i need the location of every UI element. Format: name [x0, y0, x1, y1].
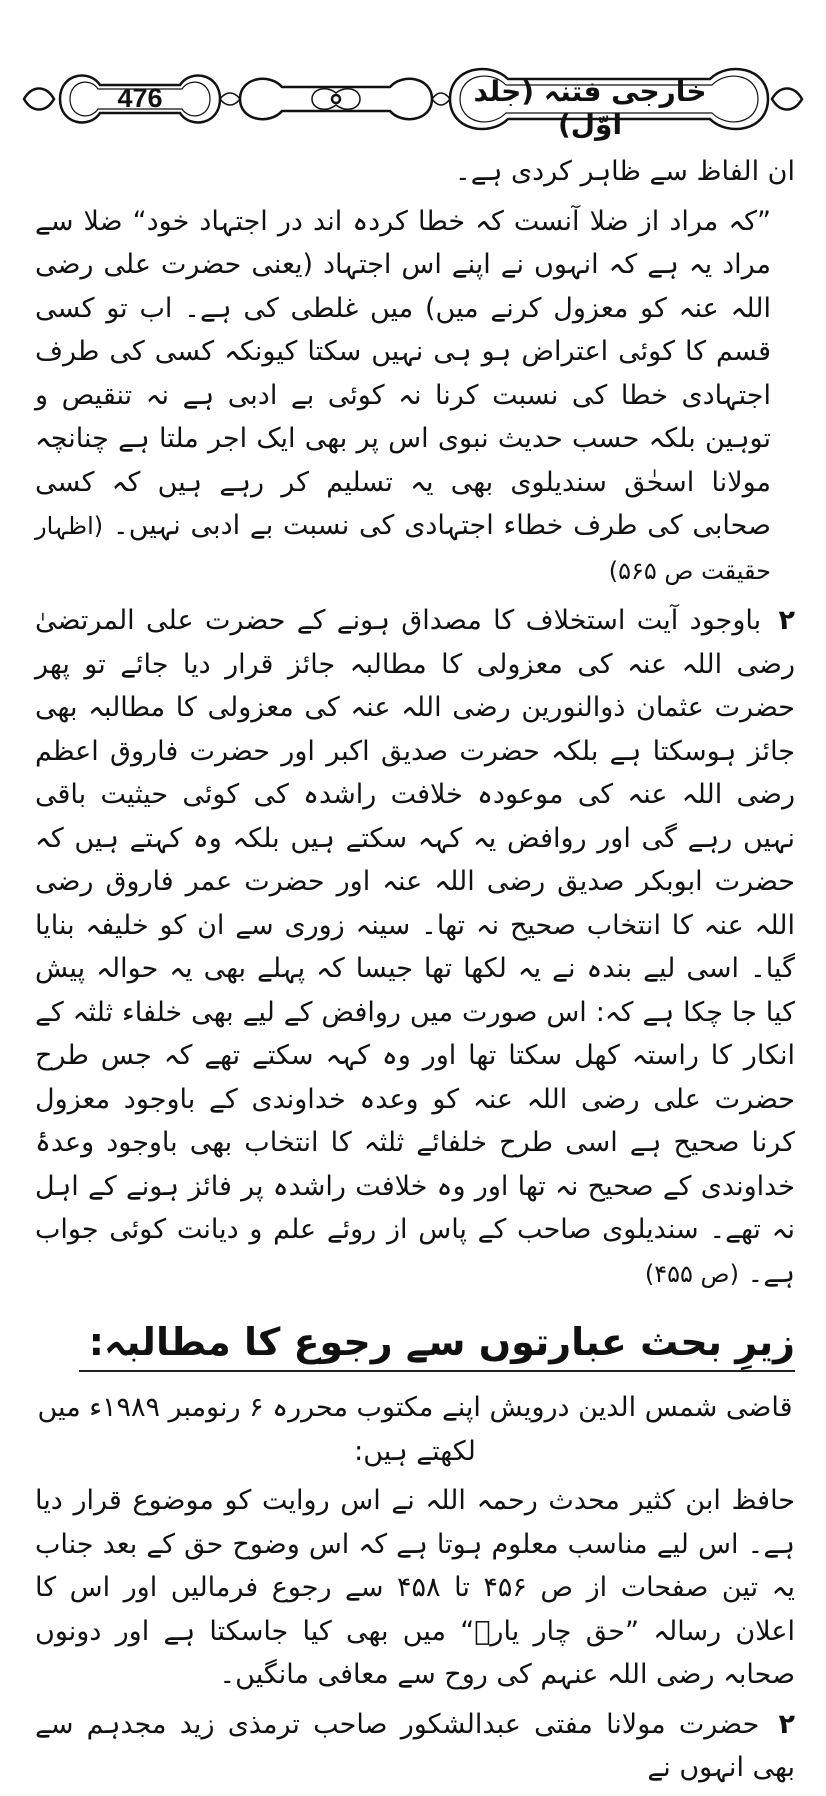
point-2-text: باوجود آیت استخلاف کا مصداق ہونے کے حضرت علی المرتضیٰ رضی اللہ عنہ کی معزولی کا مطالبہ جائز قرار دیا جائے تو پھر حضرت عثمان ذوالنورین رضی اللہ عنہ کی معزولی کا مطالبہ بھی جائز ہوسکتا ہے بلکہ حضرت صدیق اکبر اور حضرت فاروق اعظم رضی اللہ عنہ کی موعودہ خلافت راشدہ کی کوئی حیثیت باقی نہیں رہے گی اور روافض یہ کہہ سکتے ہیں بلکہ وہ کہتے ہیں کہ حضرت ابوبکر صدیق رضی اللہ عنہ اور حضرت عمر فاروق رضی اللہ عنہ کا انتخاب صحیح نہ تھا۔ سینہ زوری سے ان کو خلیفہ بنایا گیا۔ اسی لیے بندہ نے یہ لکھا تھا جیسا کہ پہلے بھی یہ حوالہ پیش کیا جا چکا ہے کہ: اس صورت میں روافض کے لیے بھی خلفاء ثلثہ کے انکار کا راستہ کھل سکتا تھا اور وہ کہہ سکتے تھے کہ جس طرح حضرت علی رضی اللہ عنہ کو وعدہ خداوندی کے باوجود معزول کرنا صحیح ہے اسی طرح خلفائے ثلثہ کا انتخاب بھی باوجود وعدۂ خداوندی کے صحیح نہ تھا اور وہ خلافت راشدہ پر فائز ہونے کے اہل نہ تھے۔ سندیلوی صاحب کے پاس از روئے علم و دیانت کوئی جواب ہے۔: [35, 605, 795, 1289]
quote-text: ”کہ مراد از ضلا آنست کہ خطا کردہ اند در اجتہاد خود“ ضلا سے مراد یہ ہے کہ انہوں نے اپنے اس اجتہاد (یعنی حضرت علی رضی اللہ عنہ کو معزول کرنے میں) میں غلطی کی ہے۔ اب تو کسی قسم کا کوئی اعتراض ہو ہی نہیں سکتا کیونکہ کسی کی طرف اجتہادی خطا کی نسبت کرنا نہ کوئی بے ادبی ہے نہ تنقیص و توہین بلکہ حسب حدیث نبوی اس پر بھی ایک اجر ملتا ہے چنانچہ مولانا اسحٰق سندیلوی بھی یہ تسلیم کر رہے ہیں کہ کسی صحابی کی طرف خطاء اجتہادی کی نسبت بے ادبی نہیں۔: [35, 205, 771, 541]
point-2-citation: (ص ۴۵۵): [644, 1259, 739, 1288]
letter-body: حافظ ابن کثیر محدث رحمہ اللہ نے اس روایت کو موضوع قرار دیا ہے۔ اس لیے مناسب معلوم ہوتا ہے کہ اس وضوح حق کے بعد جناب یہ تین صفحات از ص ۴۵۶ تا ۴۵۸ سے رجوع فرمالیں اور اس کا اعلان رسالہ ”حق چار یارؓ“ میں بھی کیا جاسکتا ہے اور دونوں صحابہ رضی اللہ عنہم کی روح سے معافی مانگیں۔: [35, 1485, 795, 1690]
point-2-paragraph: [35, 599, 795, 1296]
section-heading: زیرِ بحث عبارتوں سے رجوع کا مطالبہ:: [79, 1314, 795, 1372]
page-header: [20, 55, 806, 143]
quote-citation: (اظہار حقیقت ص ۵۶۵): [35, 512, 771, 585]
quoted-passage: [35, 200, 795, 594]
letter-intro: قاضی شمس الدین درویش اپنے مکتوب محررہ ۶ رنومبر ۱۹۸۹ء میں لکھتے ہیں:: [37, 1392, 793, 1467]
page-body: [35, 150, 795, 1796]
point-2b-paragraph: [35, 1703, 795, 1790]
point-2b-text: حضرت مولانا مفتی عبدالشکور صاحب ترمذی زید مجدہم سے بھی انہوں نے: [35, 1708, 795, 1783]
point-number: ۲: [778, 605, 795, 636]
intro-line: ان الفاظ سے ظاہر کردی ہے۔: [454, 156, 795, 187]
running-title: خارجی فتنہ (جلد اوّل): [473, 75, 707, 141]
point-number-2b: ۲: [778, 1708, 795, 1740]
page-number: 476: [117, 83, 163, 113]
